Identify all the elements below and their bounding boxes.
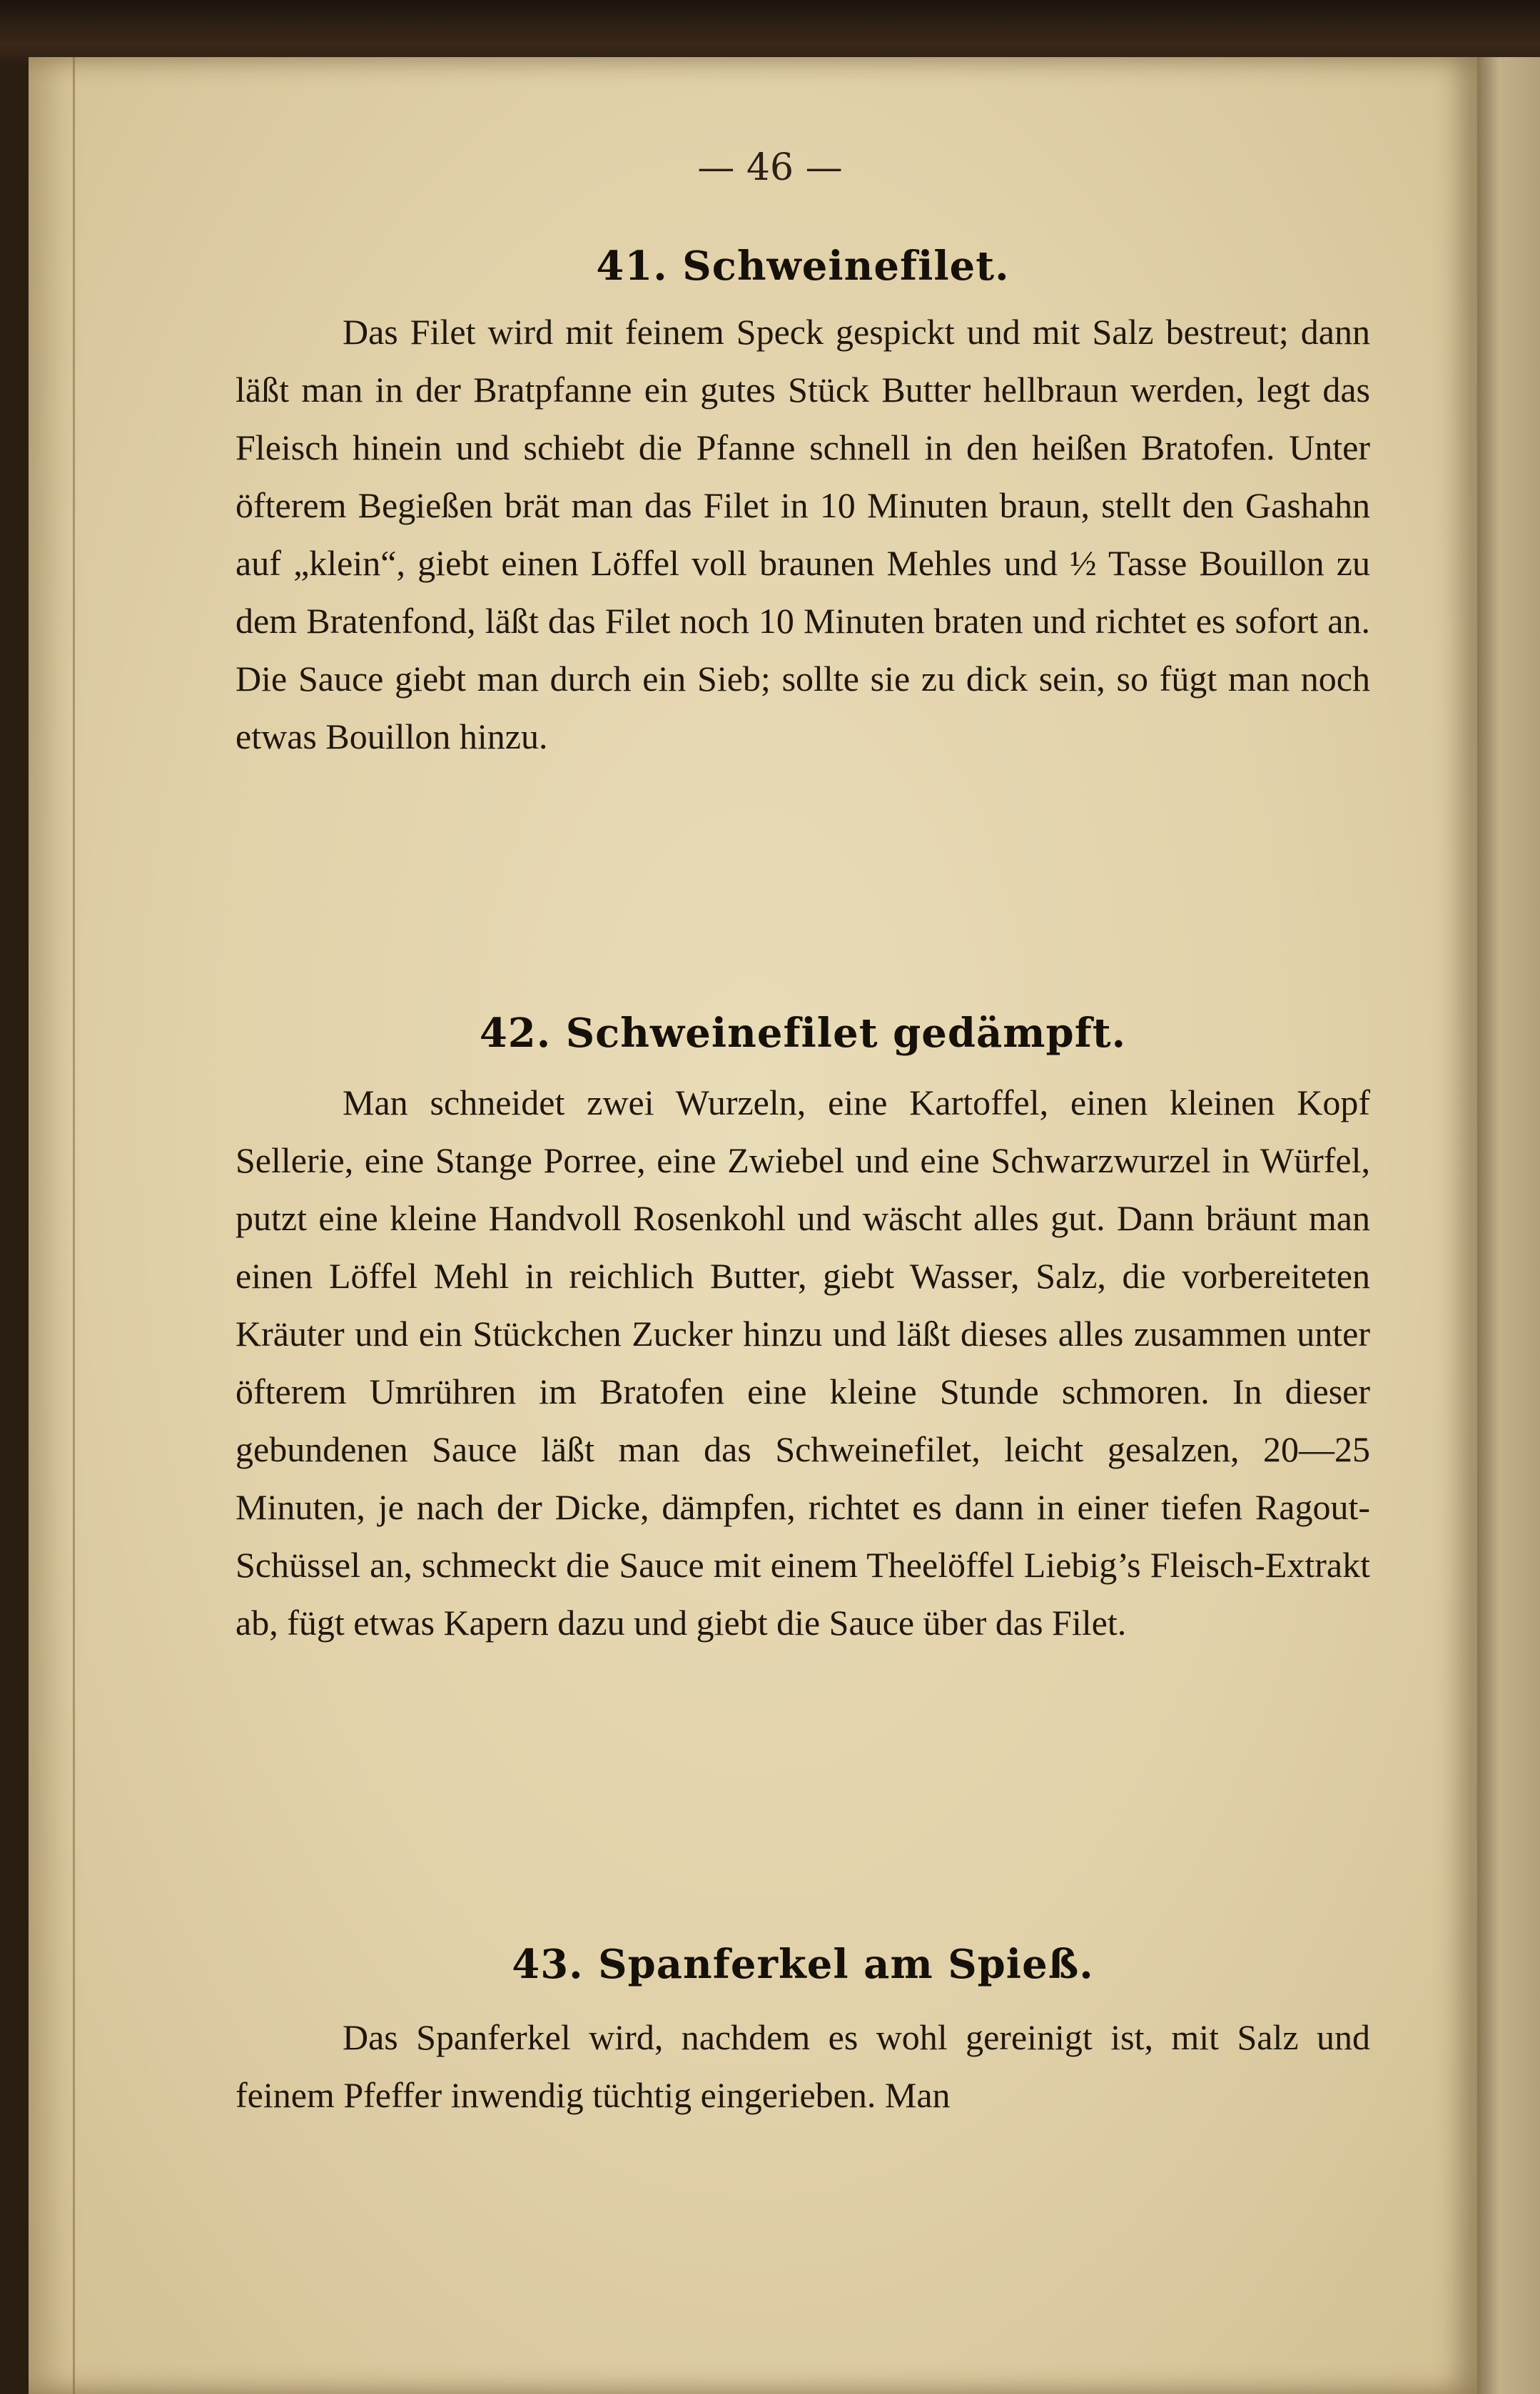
- recipe-heading-42: 42. Schweinefilet gedämpft.: [479, 1010, 1127, 1057]
- recipe-text-43: Das Spanferkel wird, nachdem es wohl gereinigt ist, mit Salz und feinem Pfeffer inwendig tüchtig eingerieben. Man: [235, 2017, 1370, 2115]
- book-cover-edge: [0, 0, 1540, 64]
- recipe-heading-43: 43. Spanferkel am Spieß.: [512, 1941, 1094, 1988]
- recipe-text-41: Das Filet wird mit feinem Speck gespickt und mit Salz bestreut; dann läßt man in der Bratpfanne ein gutes Stück Butter hellbraun werden, legt das Fleisch hinein und schiebt die Pfanne schnell in den heißen Bratofen. Unter öfterem Begießen brät man das Filet in 10 Minuten braun, stellt den Gashahn auf „klein“, giebt einen Löffel voll braunen Mehles und ½ Tasse Bouillon zu dem Bratenfond, läßt das Filet noch 10 Minuten braten und richtet es sofort an. Die Sauce giebt man durch ein Sieb; sollte sie zu dick sein, so fügt man noch etwas Bouillon hinzu.: [235, 312, 1370, 756]
- page-gutter: [73, 57, 75, 2394]
- page-number: — 46 —: [697, 146, 843, 189]
- recipe-text-42: Man schneidet zwei Wurzeln, eine Kartoffel, einen kleinen Kopf Sellerie, eine Stange Porree, eine Zwiebel und eine Schwarzwurzel in Würfel, putzt eine kleine Handvoll Rosenkohl und wäscht alles gut. Dann bräunt man einen Löffel Mehl in reichlich Butter, giebt Wasser, Salz, die vorbereiteten Kräuter und ein Stückchen Zucker hinzu und läßt dieses alles zusammen unter öfterem Umrühren im Bratofen eine kleine Stunde schmoren. In dieser gebundenen Sauce läßt man das Schweinefilet, leicht gesalzen, 20—25 Minuten, je nach der Dicke, dämpfen, richtet es dann in einer tiefen Ragout-Schüssel an, schmeckt die Sauce mit einem Theelöffel Liebig’s Fleisch-Extrakt ab, fügt etwas Kapern dazu und giebt die Sauce über das Filet.: [235, 1082, 1370, 1643]
- next-page-edge: [1472, 57, 1540, 2394]
- recipe-heading-41: 41. Schweinefilet.: [596, 243, 1010, 290]
